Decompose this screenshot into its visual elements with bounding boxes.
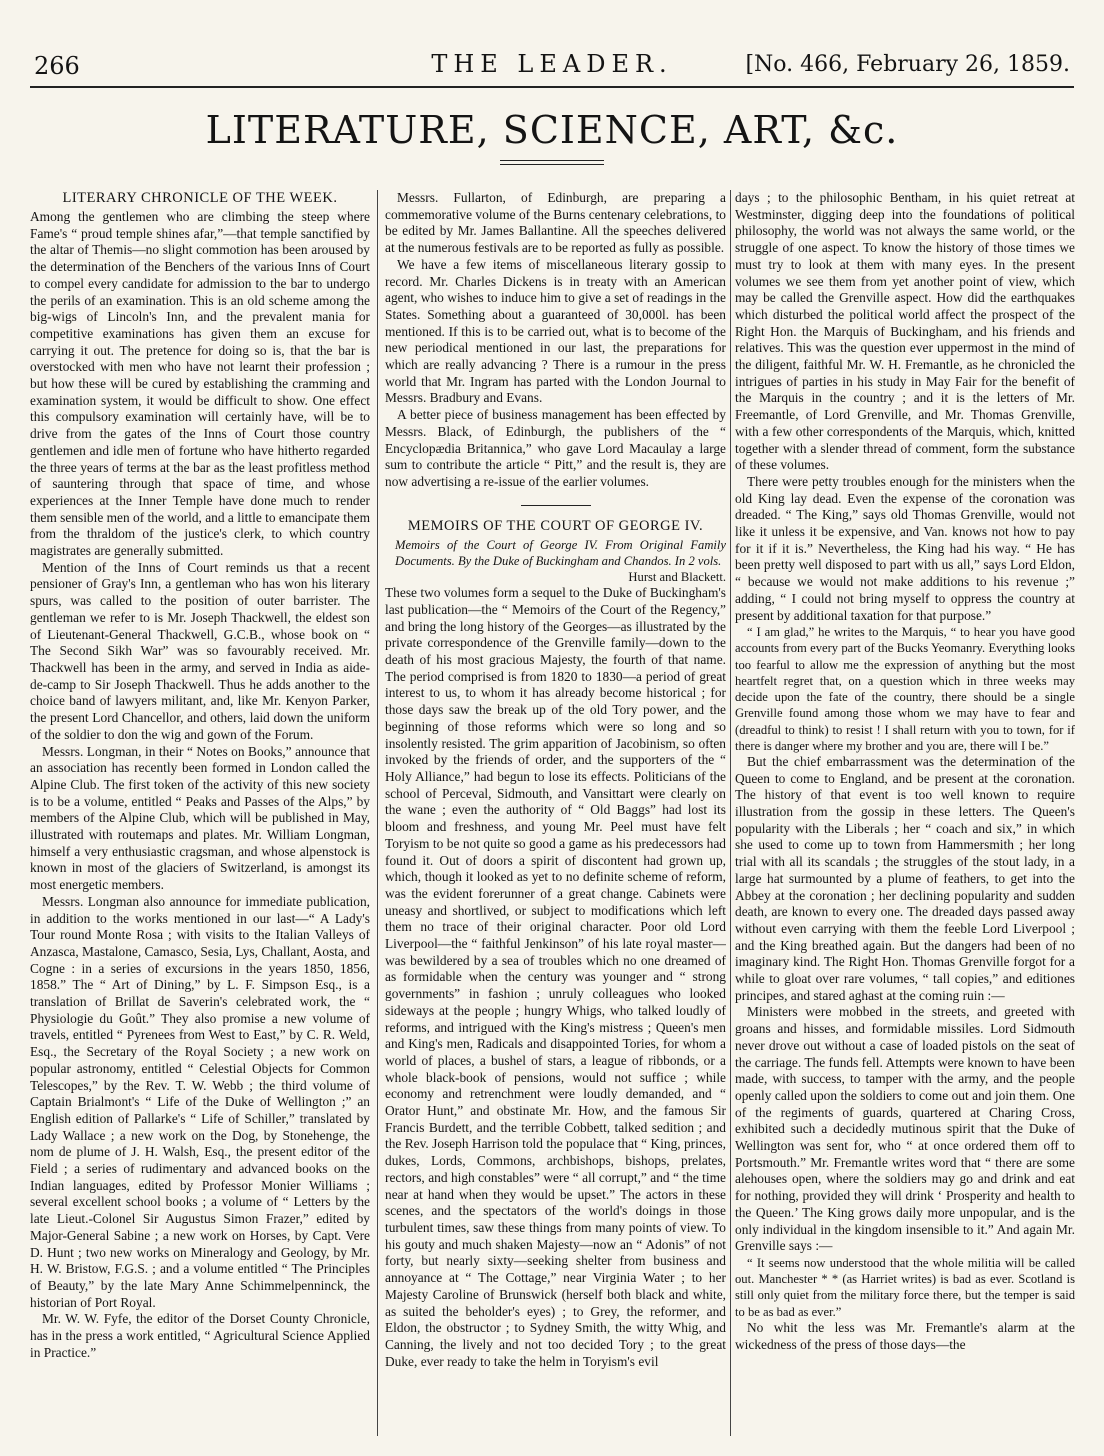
quoted-letter: “ It seems now understood that the whole militia will be called out. Manchester * * (as Harriet writes) is bad as ever. Scotland is still only quiet from the military force there, but the temper is said to be as bad as ever.” xyxy=(735,1256,1075,1319)
column-2 xyxy=(385,190,726,1446)
paragraph: These two volumes form a sequel to the Duke of Buckingham's last publication—the “ Memoirs of the Court of the Regency,” and bring the long history of the Georges—as illustrated by the private correspondence of the Grenville family—down to the death of his most gracious Majesty, the fourth of that name. The period comprised is from 1820 to 1830—a period of great interest to us, to whom it has already become historical ; for those days saw the break up of the old Tory power, and the beginning of those reforms which were so long and so insolently resisted. The grim apparition of Jacobinism, so often invoked by the friends of order, and the supporters of the “ Holy Alliance,” had begun to lose its effects. Politicians of the school of Perceval, Sidmouth, and Vansittart were clearly on the wane ; even the authority of “ Old Baggs” had lost its bloom and freshness, and young Mr. Peel must have felt Toryism to be not quite so good a game as his predecessors had found it. Out of doors a spirit of discontent had grown up, which, though it looked as yet to no definite scheme of reform, was the evident forerunner of a great change. Cabinets were uneasy and shortlived, or subject to modifications which left them no trace of their original character. Poor old Lord Liverpool—the “ faithful Jenkinson” of his late royal master—was bewildered by a sea of troubles which no one dreamed of as formidable when the century was younger and “ strong governments” in fashion ; unruly colleagues who looked sideways at the people ; hungry Whigs, who talked loudly of reforms, and intrigued with the King's mistress ; Queen's men and King's men, Radicals and disappointed Tories, for whom a world of places, a bushel of stars, a league of ribbonds, or a whole black-book of pensions, would not suffice ; while economy and retrenchment were loudly demanded, and “ Orator Hunt,” and obstinate Mr. How, and the famous Sir Francis Burdett, and the terrible Cobbett, talked sedition ; and the Rev. Joseph Harrison told the populace that “ King, princes, dukes, Lords, Commons, archbishops, bishops, prelates, rectors, and high constables” were “ all corrupt,” and “ the time near at hand when they would be upset.” The actors in these scenes, and the spectators of the world's doings in those turbulent times, saw these things from many points of view. To his gouty and much shaken Majesty—now an “ Adonis” of not forty, but nearly sixty—seeking shelter from business and annoyance at “ The Cottage,” near Virginia Water ; to her Majesty Caroline of Brunswick (herself both black and white, as suited the beholder's eyes) ; to Grey, the reformer, and Eldon, the obstructor ; to Sydney Smith, the witty Whig, and Canning, the lively and not too decided Tory ; to the great Duke, ever ready to take the helm in Toryism's evil xyxy=(385,585,726,1369)
column-divider-2 xyxy=(730,190,731,1436)
paragraph: Messrs. Longman also announce for immediate publication, in addition to the works mentioned in our last—“ A Lady's Tour round Monte Rosa ; with visits to the Italian Valleys of Anzasca, Mastalone, Camasco, Sesia, Lys, Challant, Aosta, and Cogne : in a series of excursions in the years 1850, 1856, 1858.” The “ Art of Dining,” by L. F. Simpson Esq., is a translation of Brillat de Saverin's celebrated work, the “ Physiologie du Goût.” They also promise a new volume of travels, entitled “ Pyrenees from West to East,” by C. R. Weld, Esq., the Secretary of the Royal Society ; a new work on popular astronomy, entitled “ Celestial Objects for Common Telescopes,” by the Rev. T. W. Webb ; the third volume of Captain Brialmont's “ Life of the Duke of Wellington ;” an English edition of Pallarke's “ Life of Schiller,” translated by Lady Wallace ; a new work on the Dog, by Stonehenge, the nom de plume of J. H. Walsh, Esq., the present editor of the Field ; a series of rudimentary and advanced books on the Indian languages, edited by Professor Monier Williams ; several excellent school books ; a volume of “ Letters by the late Lieut.-Colonel Sir Augustus Simon Frazer,” edited by Major-General Sabine ; a new work on Horses, by Capt. Vere D. Hunt ; two new works on Mineralogy and Geology, by Mr. H. W. Bristow, F.G.S. ; and a volume entitled “ The Principles of Beauty,” by the late Mary Anne Schimmelpenninck, the historian of Port Royal. xyxy=(30,893,370,1310)
paragraph: Ministers were mobbed in the streets, and greeted with groans and hisses, and formidable missiles. Lord Sidmouth never drove out without a case of loaded pistols on the seat of the carriage. The funds fell. Attempts were known to have been made, with success, to tamper with the army, and the people openly called upon the soldiers to come out and join them. One of the regiments of guards, quartered at Charing Cross, exhibited such a decidedly mutinous spirit that the Duke of Wellington was sent for, who “ at once ordered them off to Portsmouth.” Mr. Fremantle writes word that “ there are some alehouses open, where the soldiers may go and drink and eat for nothing, provided they will drink ‘ Prosperity and health to the Queen.’ The King grows daily more unpopular, and is the only individual in the kingdom insensible to it.” And again Mr. Grenville says :— xyxy=(735,1004,1075,1254)
quoted-letter: “ I am glad,” he writes to the Marquis, “ to hear you have good accounts from every part of the Bucks Yeomanry. Everything looks too fearful to allow me the expression of anything but the most heartfelt regret that, on a question which in three weeks may decide upon the fate of the country, there should be a single Grenville found among those whom we may have to fear and (dreadful to think) to resist ! I shall return with you to town, for if there is danger where my brother and you are, there will I be.” xyxy=(735,625,1075,753)
issue-info: [No. 466, February 26, 1859. xyxy=(745,52,1070,77)
paragraph: A better piece of business management has been effected by Messrs. Black, of Edinburgh, the publishers of the “ Encyclopædia Britannica,” who gave Lord Macaulay a large sum to contribute the article “ Pitt,” and the result is, they are now advertising a re-issue of the earlier volumes. xyxy=(385,407,726,489)
review-heading: MEMOIRS OF THE COURT OF GEORGE IV. xyxy=(407,517,704,534)
page-header xyxy=(32,50,1072,84)
title-rule-bottom xyxy=(500,164,604,165)
masthead: THE LEADER. xyxy=(431,50,673,78)
section-title: LITERATURE, SCIENCE, ART, &c. xyxy=(205,108,899,152)
paragraph: days ; to the philosophic Bentham, in his quiet retreat at Westminster, digging deep into the foundations of political philosophy, the world was not always the same world, or the struggle of one aspect. To know the history of those times we must try to look at them with many eyes. In the present volumes we see them from yet another point of view, which may be called the Grenville aspect. How did the earthquakes which disturbed the political world affect the prospect of the Right Hon. the Marquis of Buckingham, and his friends and relatives. This was the question ever uppermost in the mind of the diligent, faithful Mr. W. H. Fremantle, as he chronicled the intrigues of parties in his study in May Fair for the benefit of the Marquis in the country ; and it is the letters of Mr. Freemantle, of Lord Grenville, and Mr. Thomas Grenville, with a few other correspondents of the Marquis, which, knitted together with a slender thread of comment, form the substance of these volumes. xyxy=(735,190,1075,473)
review-publisher: Hurst and Blackett. xyxy=(628,570,726,585)
paragraph: Messrs. Fullarton, of Edinburgh, are preparing a commemorative volume of the Burns centenary celebrations, to be edited by Mr. James Ballantine. All the speeches delivered at the numerous festivals are to be reported as fully as possible. xyxy=(385,190,726,256)
article-separator xyxy=(521,505,591,506)
paragraph: Mention of the Inns of Court reminds us that a recent pensioner of Gray's Inn, a gentleman who has won his literary spurs, was called to the position of outer barrister. The gentleman we refer to is Mr. Joseph Thackwell, the eldest son of Lieutenant-General Thackwell, G.C.B., whose book on “ The Second Sikh War” was so favourably received. Mr. Thackwell has been in the army, and served in India as aide-de-camp to Sir Joseph Thackwell. Thus he adds another to the choice band of lawyers militant, and, like Mr. Kenyon Parker, the present Lord Chancellor, and others, laid down the uniform of the soldier to don the wig and gown of the Forum. xyxy=(30,559,370,742)
paragraph: Messrs. Longman, in their “ Notes on Books,” announce that an association has recently been formed in London called the Alpine Club. The first token of the activity of this new society is to be a volume, entitled “ Peaks and Passes of the Alps,” by members of the Alpine Club, which will be published in May, illustrated with routemaps and plates. Mr. William Longman, himself a very enthusiastic cragsman, and whose alpenstock is known in most of the glaciers of Switzerland, is amongst its most energetic members. xyxy=(30,743,370,893)
paragraph: No whit the less was Mr. Fremantle's alarm at the wickedness of the press of those days—the xyxy=(735,1319,1075,1352)
column-1 xyxy=(30,190,370,1446)
column-3 xyxy=(735,190,1075,1446)
chronicle-heading: LITERARY CHRONICLE OF THE WEEK. xyxy=(62,190,338,206)
paragraph: Among the gentlemen who are climbing the steep where Fame's “ proud temple shines afar,”—that temple sanctified by the altar of Themis—no slight commotion has been aroused by the determination of the Benchers of the various Inns of Court to compel every candidate for admission to the bar to undergo the perils of an examination. This is an old scheme among the big-wigs of Lincoln's Inn, and the prevalent mania for competitive examinations has given them an excuse for carrying it out. The pretence for doing so is, that the bar is overstocked with men who have not learnt their profession ; but how these will be cured by establishing the cramming and examination system, it would be difficult to show. One effect this compulsory examination will certainly have, will be to drive from the gates of the Inns of Court those country gentlemen and idle men of fortune who have hitherto regarded the three years of terms at the bar as the least profitless method of sauntering through that space of time, and whose experiences at the Inner Temple have done much to render them sensible men of the world, and a little to emancipate them from the thraldom of the justice's clerk, to which country magistrates are generally submitted. xyxy=(30,209,370,559)
title-rule-top xyxy=(500,160,604,161)
header-rule xyxy=(30,86,1074,88)
page-number: 266 xyxy=(34,52,80,80)
paragraph: There were petty troubles enough for the ministers when the old King lay dead. Even the expense of the coronation was dreaded. “ The King,” says old Thomas Grenville, would not like it unless it be expensive, and Van. knows not how to pay for it if it is.” Nevertheless, the King had his way. “ He has been pretty well disposed to part with us all,” says Lord Eldon, “ because we would not make additions to his revenue ;” adding, “ I could not bring myself to oppress the country at present by additional taxation for that purpose.” xyxy=(735,473,1075,623)
paragraph: But the chief embarrassment was the determination of the Queen to come to England, and be present at the coronation. The history of that event is too well known to require illustration from the gossip in these letters. The Queen's popularity with the Liberals ; her “ coach and six,” in which she used to come up to town from Hammersmith ; her long trial with all its scandals ; the struggles of the stout lady, in a large hat surmounted by a plume of feathers, to get into the Abbey at the coronation ; her declining popularity and sudden death, are known to every one. The dreaded days passed away without even carrying with them the feeble Lord Liverpool ; and the King breathed again. But the dangers had been of no imaginary kind. The Right Hon. Thomas Grenville forgot for a while to gloat over rare volumes, “ tall copies,” and editiones principes, and stared aghast at the coming ruin :— xyxy=(735,753,1075,1003)
paragraph: We have a few items of miscellaneous literary gossip to record. Mr. Charles Dickens is in treaty with an American agent, who wishes to induce him to give a set of readings in the States. Something about a guaranteed of 30,000l. has been mentioned. If this is to be carried out, what is to become of the new periodical mentioned in our last, the preparations for which are really advancing ? There is a rumour in the press world that Mr. Ingram has parted with the London Journal to Messrs. Bradbury and Evans. xyxy=(385,256,726,406)
column-divider-1 xyxy=(377,190,378,1436)
paragraph: Mr. W. W. Fyfe, the editor of the Dorset County Chronicle, has in the press a work entitled, “ Agricultural Science Applied in Practice.” xyxy=(30,1311,370,1360)
review-reference: Memoirs of the Court of George IV. From Original Family Documents. By the Duke of Buckingham and Chandos. In 2 vols. xyxy=(395,537,726,568)
